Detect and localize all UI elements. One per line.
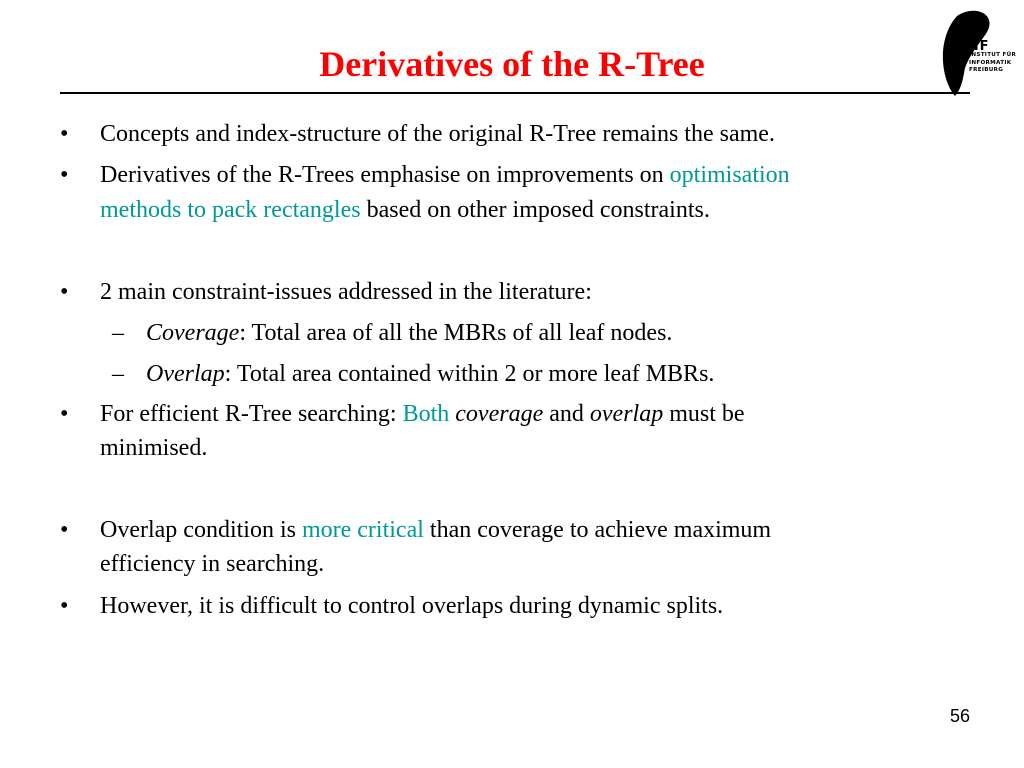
bullet-text-part: than coverage to achieve maximum: [423, 517, 772, 543]
term: overlap: [589, 401, 664, 427]
bullet-text-part: must be: [663, 401, 745, 427]
sub-bullet-marker: –: [112, 361, 124, 387]
bullet-text-part: For efficient R-Tree searching:: [100, 401, 403, 427]
bullet-marker: •: [60, 162, 69, 188]
title-divider: [60, 92, 970, 94]
bullet-marker: •: [60, 593, 69, 619]
bullet-text-continuation: [100, 196, 710, 224]
bullet-text: Concepts and index-structure of the original R-Tree remains the same.: [100, 121, 775, 147]
highlighted-phrase: optimisation: [669, 162, 790, 188]
bullet-marker: •: [60, 121, 69, 147]
bullet-text: 2 main constraint-issues addressed in the literature:: [100, 279, 592, 305]
bullet-text-continuation: minimised.: [100, 435, 208, 461]
sub-bullet-marker: –: [112, 320, 124, 346]
highlighted-phrase: Both: [402, 401, 450, 427]
term: Overlap: [146, 361, 225, 387]
bullet-text: [100, 400, 745, 428]
sub-bullet-text: [146, 319, 672, 347]
logo-abbreviation: IIF: [968, 39, 990, 54]
logo-institute-name: [969, 52, 1021, 75]
bullet-marker: •: [60, 517, 69, 543]
term: Coverage: [146, 320, 240, 346]
page-number: 56: [949, 706, 970, 726]
bullet-marker: •: [60, 279, 69, 305]
slide-title: Derivatives of the R-Tree: [319, 44, 705, 84]
sub-bullet-text-part: : Total area of all the MBRs of all leaf nodes.: [239, 320, 673, 346]
bullet-text-part: and: [543, 401, 590, 427]
sub-bullet-text: [146, 360, 714, 388]
bullet-text-part: Derivatives of the R-Trees emphasise on improvements on: [100, 162, 670, 188]
bullet-text: [100, 516, 771, 544]
bullet-text-part: Overlap condition is: [100, 517, 302, 543]
term: coverage: [455, 401, 544, 427]
sub-bullet-text-part: : Total area contained within 2 or more leaf MBRs.: [224, 361, 715, 387]
bullet-text: [100, 161, 790, 189]
logo-line: INFORMATIK: [969, 59, 1012, 66]
bullet-text-part: based on other imposed constraints.: [360, 197, 710, 223]
highlighted-phrase: methods to pack rectangles: [100, 197, 361, 223]
bullet-text: However, it is difficult to control overlaps during dynamic splits.: [100, 593, 724, 619]
logo-line: INSTITUT FÜR: [969, 52, 1017, 58]
bullet-marker: •: [60, 401, 69, 427]
bullet-text-continuation: efficiency in searching.: [100, 551, 325, 577]
logo-line: FREIBURG: [969, 67, 1004, 73]
highlighted-phrase: more critical: [301, 517, 424, 543]
